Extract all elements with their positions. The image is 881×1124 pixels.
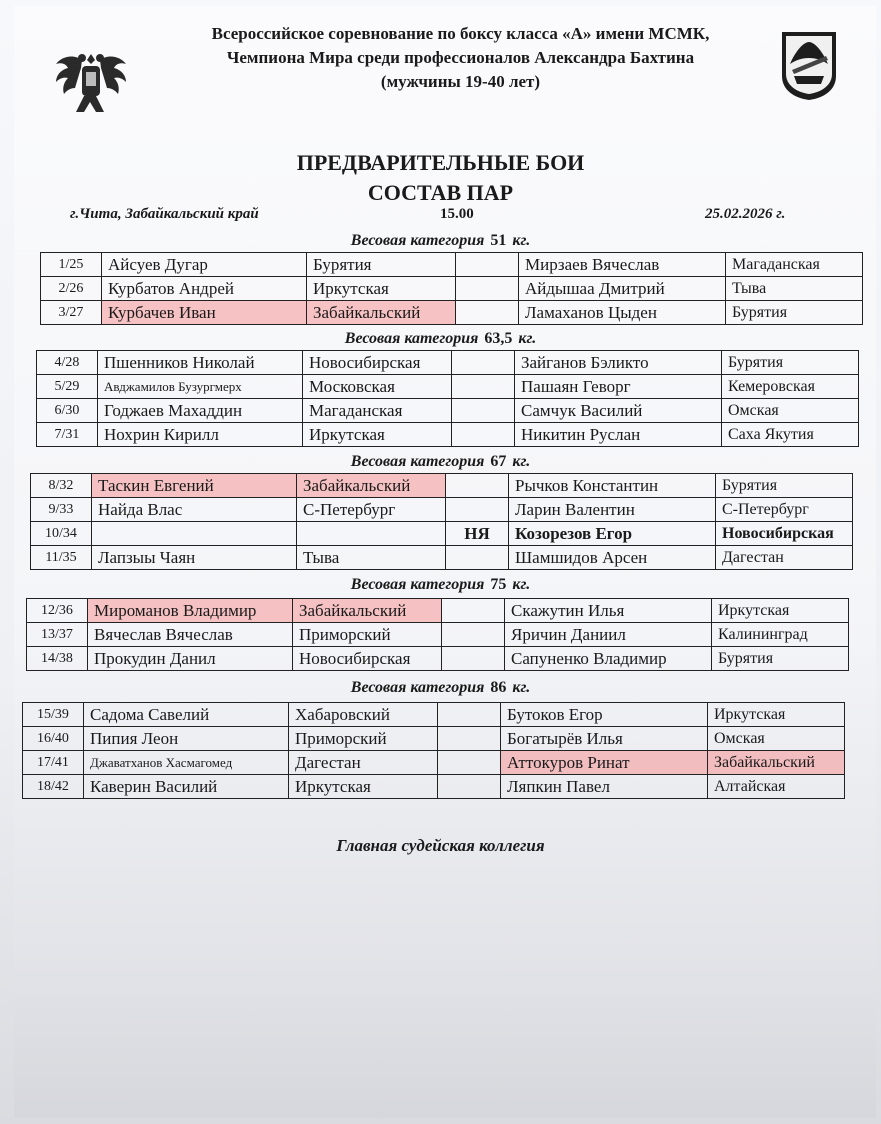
bout-number: 10/34 bbox=[31, 522, 92, 546]
blue-corner-region: Кемеровская bbox=[722, 375, 859, 399]
bout-mark bbox=[452, 399, 515, 423]
header-line-1: Всероссийское соревнование по боксу класса «А» имени МСМК, bbox=[211, 24, 710, 43]
bout-mark bbox=[438, 775, 501, 799]
red-corner-region: Магаданская bbox=[303, 399, 452, 423]
table-row bbox=[27, 599, 849, 623]
bout-number: 14/38 bbox=[27, 647, 88, 671]
blue-corner-name: Никитин Руслан bbox=[515, 423, 722, 447]
bout-number: 18/42 bbox=[23, 775, 84, 799]
blue-corner-region: Саха Якутия bbox=[722, 423, 859, 447]
document-header bbox=[0, 22, 881, 94]
bout-mark bbox=[452, 375, 515, 399]
bout-mark bbox=[456, 253, 519, 277]
blue-corner-name: Скажутин Илья bbox=[505, 599, 712, 623]
bout-mark bbox=[438, 703, 501, 727]
pairs-table-75 bbox=[26, 598, 849, 671]
bout-number: 2/26 bbox=[41, 277, 102, 301]
weight-category-heading: Весовая категория 75 кг. bbox=[350, 576, 531, 593]
blue-corner-region: Иркутская bbox=[708, 703, 845, 727]
bout-number: 3/27 bbox=[41, 301, 102, 325]
blue-corner-name: Бутоков Егор bbox=[501, 703, 708, 727]
table-row bbox=[41, 253, 863, 277]
blue-corner-region: Бурятия bbox=[712, 647, 849, 671]
red-corner-region: Московская bbox=[303, 375, 452, 399]
table-row bbox=[23, 703, 845, 727]
table-row bbox=[37, 399, 859, 423]
weight-category-heading: Весовая категория 63,5 кг. bbox=[344, 330, 537, 347]
weight-category-heading: Весовая категория 51 кг. bbox=[350, 232, 531, 249]
red-corner-region: С-Петербург bbox=[297, 498, 446, 522]
blue-corner-name: Зайганов Бэликто bbox=[515, 351, 722, 375]
blue-corner-region: Бурятия bbox=[722, 351, 859, 375]
blue-corner-name-highlighted: Аттокуров Ринат bbox=[501, 751, 708, 775]
signature-footer: Главная судейская коллегия bbox=[336, 836, 545, 855]
red-corner-name: Годжаев Махаддин bbox=[98, 399, 303, 423]
bout-mark bbox=[456, 277, 519, 301]
bout-mark bbox=[442, 599, 505, 623]
red-corner-name-highlighted: Таскин Евгений bbox=[92, 474, 297, 498]
red-corner-region: Приморский bbox=[289, 727, 438, 751]
blue-corner-name: Ламаханов Цыден bbox=[519, 301, 726, 325]
red-corner-region-highlighted: Забайкальский bbox=[297, 474, 446, 498]
table-row bbox=[27, 623, 849, 647]
bout-number: 6/30 bbox=[37, 399, 98, 423]
bout-mark bbox=[446, 498, 509, 522]
table-row bbox=[37, 375, 859, 399]
pairs-table-63-5 bbox=[36, 350, 859, 447]
weight-category-heading: Весовая категория 67 кг. bbox=[350, 453, 531, 470]
red-corner-name: Вячеслав Вячеслав bbox=[88, 623, 293, 647]
red-corner-region: Новосибирская bbox=[303, 351, 452, 375]
blue-corner-region: Омская bbox=[722, 399, 859, 423]
blue-corner-region-highlighted: Забайкальский bbox=[708, 751, 845, 775]
bout-number: 17/41 bbox=[23, 751, 84, 775]
red-corner-name: Каверин Василий bbox=[84, 775, 289, 799]
red-corner-name: Лапзыы Чаян bbox=[92, 546, 297, 570]
red-corner-name-highlighted: Курбачев Иван bbox=[102, 301, 307, 325]
bout-mark bbox=[442, 647, 505, 671]
red-corner-region-highlighted: Забайкальский bbox=[293, 599, 442, 623]
event-date: 25.02.2026 г. bbox=[705, 206, 786, 222]
bout-number: 12/36 bbox=[27, 599, 88, 623]
pairs-table-86 bbox=[22, 702, 845, 799]
blue-corner-region: Бурятия bbox=[716, 474, 853, 498]
blue-corner-region: Иркутская bbox=[712, 599, 849, 623]
document-subtitle: СОСТАВ ПАР bbox=[367, 180, 514, 205]
blue-corner-region: Омская bbox=[708, 727, 845, 751]
blue-corner-region: Новосибирская bbox=[716, 522, 853, 546]
event-time: 15.00 bbox=[440, 206, 474, 222]
blue-corner-name: Мирзаев Вячеслав bbox=[519, 253, 726, 277]
red-corner-region: Иркутская bbox=[307, 277, 456, 301]
blue-corner-region: Магаданская bbox=[726, 253, 863, 277]
bout-number: 9/33 bbox=[31, 498, 92, 522]
red-corner-name: Садома Савелий bbox=[84, 703, 289, 727]
blue-corner-region: С-Петербург bbox=[716, 498, 853, 522]
table-row bbox=[37, 351, 859, 375]
event-place: г.Чита, Забайкальский край bbox=[70, 206, 259, 222]
blue-corner-name: Яричин Даниил bbox=[505, 623, 712, 647]
blue-corner-name: Пашаян Геворг bbox=[515, 375, 722, 399]
red-corner-name-highlighted: Мироманов Владимир bbox=[88, 599, 293, 623]
bout-number: 16/40 bbox=[23, 727, 84, 751]
blue-corner-region: Калининград bbox=[712, 623, 849, 647]
bout-number: 11/35 bbox=[31, 546, 92, 570]
table-row bbox=[23, 775, 845, 799]
red-corner-region: Иркутская bbox=[289, 775, 438, 799]
red-corner-name: Айсуев Дугар bbox=[102, 253, 307, 277]
pairs-table-51 bbox=[40, 252, 863, 325]
red-corner-region: Тыва bbox=[297, 546, 446, 570]
document-title: ПРЕДВАРИТЕЛЬНЫЕ БОИ bbox=[296, 150, 585, 175]
bout-number: 15/39 bbox=[23, 703, 84, 727]
red-corner-region-highlighted: Забайкальский bbox=[307, 301, 456, 325]
red-corner-region bbox=[297, 522, 446, 546]
red-corner-name: Найда Влас bbox=[92, 498, 297, 522]
blue-corner-name: Рычков Константин bbox=[509, 474, 716, 498]
red-corner-region: Бурятия bbox=[307, 253, 456, 277]
bout-number: 5/29 bbox=[37, 375, 98, 399]
header-line-3: (мужчины 19-40 лет) bbox=[380, 72, 541, 91]
bout-number: 4/28 bbox=[37, 351, 98, 375]
bout-number: 8/32 bbox=[31, 474, 92, 498]
bout-number: 7/31 bbox=[37, 423, 98, 447]
red-corner-region: Хабаровский bbox=[289, 703, 438, 727]
table-row bbox=[27, 647, 849, 671]
table-row bbox=[31, 546, 853, 570]
table-row bbox=[31, 522, 853, 546]
blue-corner-name: Самчук Василий bbox=[515, 399, 722, 423]
blue-corner-name: Айдышаа Дмитрий bbox=[519, 277, 726, 301]
bout-mark bbox=[446, 474, 509, 498]
blue-corner-region: Бурятия bbox=[726, 301, 863, 325]
table-row bbox=[31, 498, 853, 522]
table-row bbox=[23, 751, 845, 775]
table-row bbox=[31, 474, 853, 498]
bout-mark bbox=[442, 623, 505, 647]
table-row bbox=[37, 423, 859, 447]
red-corner-region: Иркутская bbox=[303, 423, 452, 447]
red-corner-name: Курбатов Андрей bbox=[102, 277, 307, 301]
red-corner-name bbox=[92, 522, 297, 546]
red-corner-name: Авджамилов Бузургмерх bbox=[98, 375, 303, 399]
blue-corner-region: Тыва bbox=[726, 277, 863, 301]
red-corner-name: Прокудин Данил bbox=[88, 647, 293, 671]
blue-corner-name: Ларин Валентин bbox=[509, 498, 716, 522]
blue-corner-name: Богатырёв Илья bbox=[501, 727, 708, 751]
blue-corner-region: Дагестан bbox=[716, 546, 853, 570]
blue-corner-name: Шамшидов Арсен bbox=[509, 546, 716, 570]
bout-mark: НЯ bbox=[446, 522, 509, 546]
bout-mark bbox=[452, 351, 515, 375]
bout-number: 13/37 bbox=[27, 623, 88, 647]
red-corner-name: Джаватханов Хасмагомед bbox=[84, 751, 289, 775]
table-row bbox=[41, 277, 863, 301]
bout-mark bbox=[438, 727, 501, 751]
bout-mark bbox=[446, 546, 509, 570]
blue-corner-name: Сапуненко Владимир bbox=[505, 647, 712, 671]
bout-number: 1/25 bbox=[41, 253, 102, 277]
red-corner-region: Дагестан bbox=[289, 751, 438, 775]
red-corner-name: Пшенников Николай bbox=[98, 351, 303, 375]
red-corner-region: Новосибирская bbox=[293, 647, 442, 671]
red-corner-region: Приморский bbox=[293, 623, 442, 647]
blue-corner-name: Ляпкин Павел bbox=[501, 775, 708, 799]
table-row bbox=[23, 727, 845, 751]
red-corner-name: Пипия Леон bbox=[84, 727, 289, 751]
blue-corner-region: Алтайская bbox=[708, 775, 845, 799]
header-line-2: Чемпиона Мира среди профессионалов Александра Бахтина bbox=[226, 48, 695, 67]
red-corner-name: Нохрин Кирилл bbox=[98, 423, 303, 447]
weight-category-heading: Весовая категория 86 кг. bbox=[350, 679, 531, 696]
pairs-table-67 bbox=[30, 473, 853, 570]
bout-mark bbox=[456, 301, 519, 325]
blue-corner-name: Козорезов Егор bbox=[509, 522, 716, 546]
table-row bbox=[41, 301, 863, 325]
bout-mark bbox=[438, 751, 501, 775]
bout-mark bbox=[452, 423, 515, 447]
